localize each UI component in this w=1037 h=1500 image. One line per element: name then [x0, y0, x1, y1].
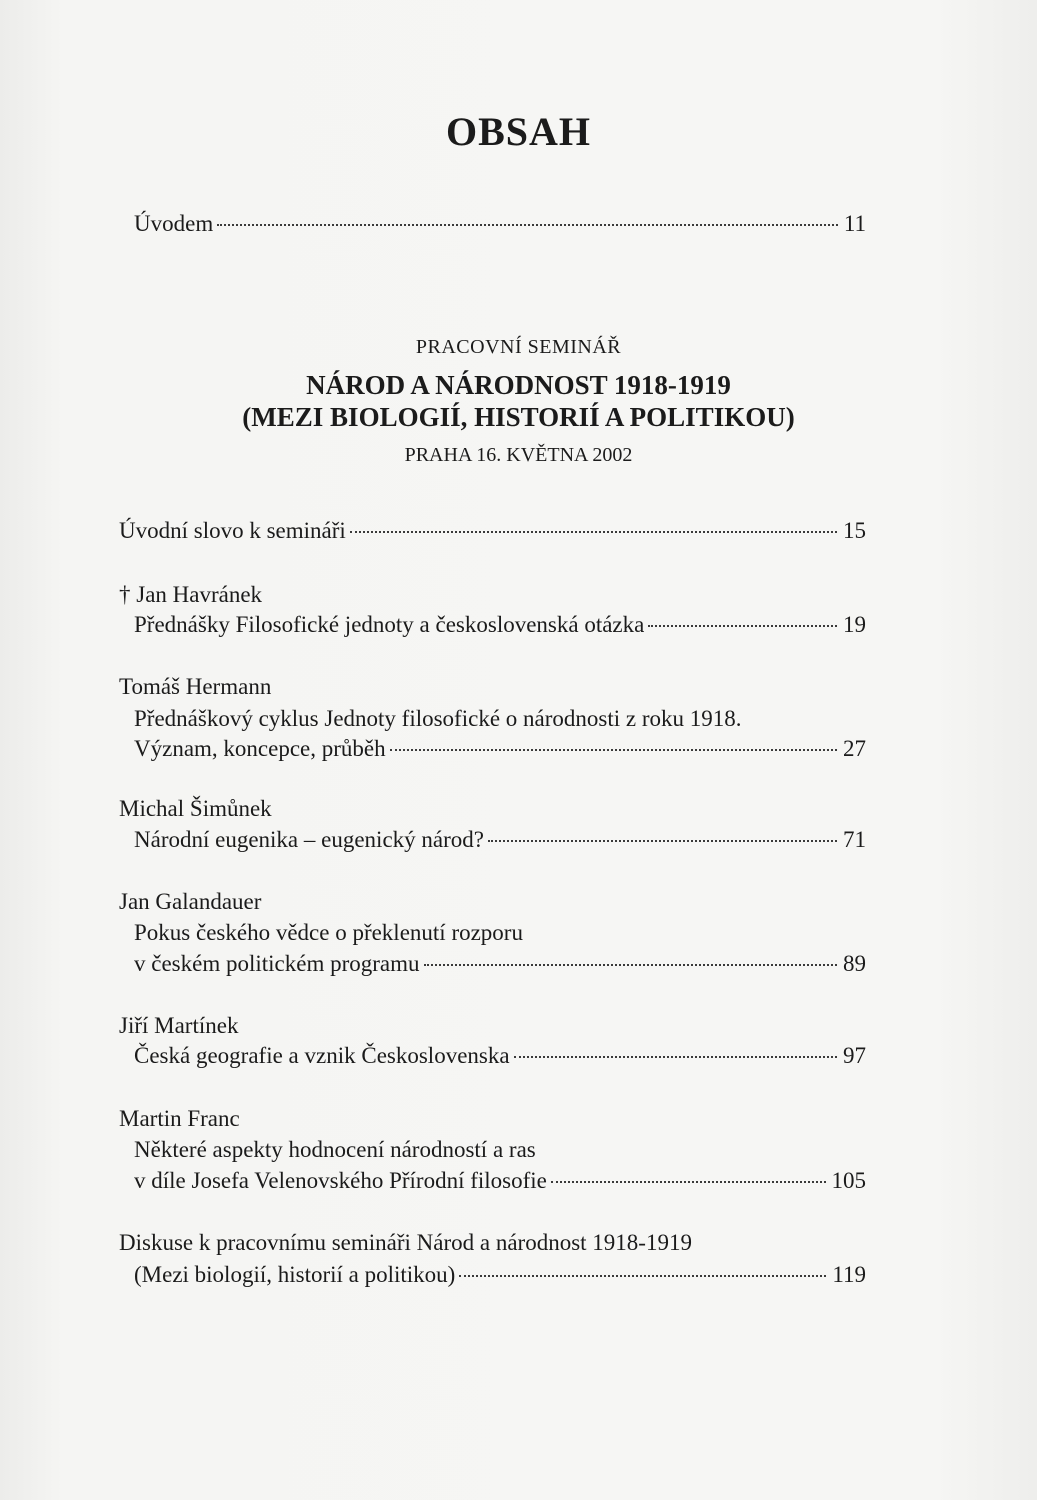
- leader-dots: [551, 1181, 826, 1183]
- seminar-place-date: PRAHA 16. KVĚTNA 2002: [404, 444, 633, 466]
- leader-dots: [514, 1056, 837, 1058]
- entry-title-line1: Přednáškový cyklus Jednoty filosofické o národnosti z roku 1918.: [134, 706, 742, 731]
- toc-entry-diskuse: [134, 1261, 866, 1289]
- entry-author: † Jan Havránek: [119, 582, 263, 607]
- seminar-title-line2: (MEZI BIOLOGIÍ, HISTORIÍ A POLITIKOU): [242, 402, 795, 432]
- page-number: 105: [831, 1168, 866, 1193]
- toc-entry-uvodem: [134, 210, 866, 238]
- entry-author: Martin Franc: [119, 1106, 240, 1131]
- toc-entry-havranek: [134, 611, 866, 639]
- entry-title-line2: v českém politickém programu: [134, 951, 420, 976]
- page-number: 11: [843, 211, 866, 236]
- seminar-label: PRACOVNÍ SEMINÁŘ: [415, 336, 622, 358]
- entry-author: Jan Galandauer: [119, 889, 262, 914]
- page-number: 89: [843, 951, 866, 976]
- entry-title-line2: Význam, koncepce, průběh: [134, 736, 386, 761]
- seminar-title-line1: NÁROD A NÁRODNOST 1918-1919: [306, 370, 731, 400]
- entry-title-line2: v díle Josefa Velenovského Přírodní filosofie: [134, 1168, 547, 1193]
- leader-dots: [424, 964, 837, 966]
- entry-author: Michal Šimůnek: [119, 796, 272, 821]
- toc-entry-simunek: [134, 826, 866, 854]
- page-number: 119: [832, 1262, 866, 1287]
- toc-entry-hermann: [134, 735, 866, 763]
- leader-dots: [350, 531, 837, 533]
- page-title: OBSAH: [445, 109, 592, 154]
- page-number: 15: [843, 518, 866, 543]
- page-number: 97: [843, 1043, 866, 1068]
- entry-title: Česká geografie a vznik Československa: [134, 1043, 510, 1068]
- leader-dots: [648, 625, 837, 627]
- toc-entry-galandauer: [134, 950, 866, 978]
- toc-entry-franc: [134, 1167, 866, 1195]
- toc-entry-martinek: [134, 1042, 866, 1070]
- entry-author: Jiří Martínek: [119, 1013, 239, 1038]
- leader-dots: [390, 749, 837, 751]
- page-number: 71: [843, 827, 866, 852]
- page-number: 27: [843, 736, 866, 761]
- entry-title-line1: Některé aspekty hodnocení národností a ras: [134, 1137, 536, 1162]
- entry-title: Úvodní slovo k semináři: [119, 518, 346, 543]
- entry-title-line2: (Mezi biologií, historií a politikou): [134, 1262, 456, 1287]
- leader-dots: [488, 840, 837, 842]
- page-number: 19: [843, 612, 866, 637]
- entry-title: Přednášky Filosofické jednoty a československá otázka: [134, 612, 645, 637]
- entry-author: Tomáš Hermann: [119, 674, 272, 699]
- leader-dots: [459, 1275, 826, 1277]
- entry-title-line1: Pokus českého vědce o překlenutí rozporu: [134, 920, 523, 945]
- leader-dots: [217, 224, 838, 226]
- entry-title-line1: Diskuse k pracovnímu semináři Národ a národnost 1918-1919: [119, 1230, 692, 1255]
- entry-title: Národní eugenika – eugenický národ?: [134, 827, 484, 852]
- toc-entry-uvodni-slovo: [119, 517, 866, 545]
- entry-title: Úvodem: [134, 211, 214, 236]
